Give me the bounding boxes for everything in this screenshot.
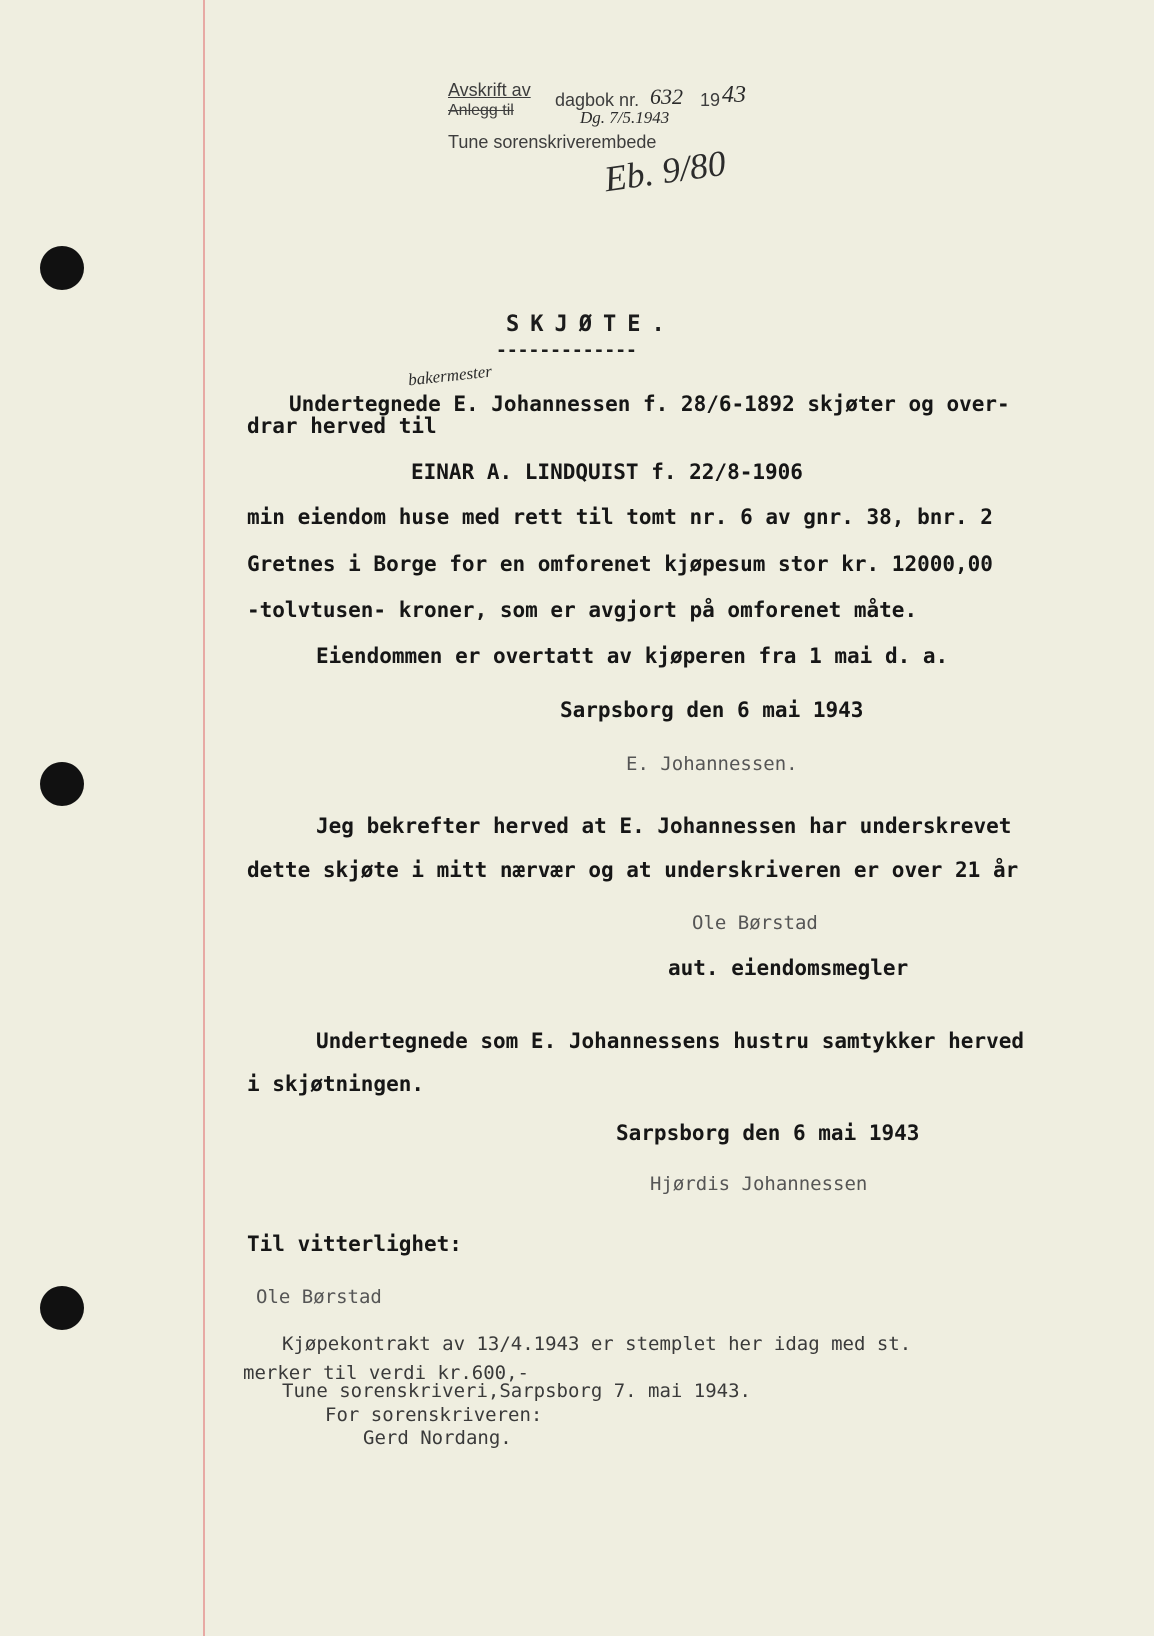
note-line5: Gerd Nordang. <box>363 1427 512 1449</box>
punch-hole-top <box>40 246 84 290</box>
punch-hole-middle <box>40 762 84 806</box>
para2-line1: min eiendom huse med rett til tomt nr. 6 av gnr. 38, bnr. 2 <box>247 505 993 529</box>
note-line4: For sorenskriveren: <box>325 1404 543 1426</box>
title-underline: ------------- <box>496 340 637 361</box>
inserted-word: bakermester <box>407 361 493 390</box>
para1-line1: Undertegnede E. Johannessen f. 28/6-1892 skjøter og over- <box>289 392 1010 416</box>
signature-3: Hjørdis Johannessen <box>650 1173 868 1195</box>
stamp-year-hand: 43 <box>722 82 746 108</box>
note-line1: Kjøpekontrakt av 13/4.1943 er stemplet her idag med st. <box>282 1333 912 1355</box>
buyer-name: EINAR A. LINDQUIST f. 22/8-1906 <box>411 460 803 484</box>
stamp-hand-mark: Eb. 9/80 <box>601 142 729 200</box>
note-line3: Tune sorenskriveri,Sarpsborg 7. mai 1943. <box>282 1380 751 1402</box>
stamp-avskrift: Avskrift av <box>448 80 531 100</box>
witness-label: Til vitterlighet: <box>247 1232 462 1256</box>
para2-line3: -tolvtusen- kroner, som er avgjort på omforenet måte. <box>247 598 918 622</box>
punch-hole-bottom <box>40 1286 84 1330</box>
signature-2: Ole Børstad <box>692 912 818 934</box>
stamp-struck-text: Anlegg til <box>448 102 514 119</box>
stamp-date-hand: Dg. 7/5.1943 <box>580 108 670 127</box>
document-title: SKJØTE. <box>506 312 676 337</box>
signature-1: E. Johannessen. <box>626 753 798 775</box>
consent-line2: i skjøtningen. <box>247 1072 425 1096</box>
note-line2: merker til verdi kr.600,- <box>243 1362 529 1384</box>
signature-2-title: aut. eiendomsmegler <box>668 956 909 980</box>
place-date-1: Sarpsborg den 6 mai 1943 <box>560 698 864 722</box>
stamp-dagbok-number: 632 <box>650 84 683 109</box>
stamp-year-printed: 19 <box>700 90 721 110</box>
para3: Eiendommen er overtatt av kjøperen fra 1 mai d. a. <box>316 644 949 668</box>
stamp-dagbok-label: dagbok nr. <box>555 90 640 110</box>
margin-rule <box>203 0 205 1636</box>
stamp-office-name: Tune sorenskriverembede <box>448 132 657 152</box>
consent-line1: Undertegnede som E. Johannessens hustru samtykker herved <box>316 1029 1025 1053</box>
witness-signature: Ole Børstad <box>256 1286 382 1308</box>
place-date-2: Sarpsborg den 6 mai 1943 <box>616 1121 920 1145</box>
confirm-line1: Jeg bekrefter herved at E. Johannessen har underskrevet <box>316 814 1012 838</box>
para2-line2: Gretnes i Borge for en omforenet kjøpesum stor kr. 12000,00 <box>247 552 993 576</box>
para1-line2: drar herved til <box>247 414 437 438</box>
confirm-line2: dette skjøte i mitt nærvær og at underskriveren er over 21 år <box>247 858 1019 882</box>
